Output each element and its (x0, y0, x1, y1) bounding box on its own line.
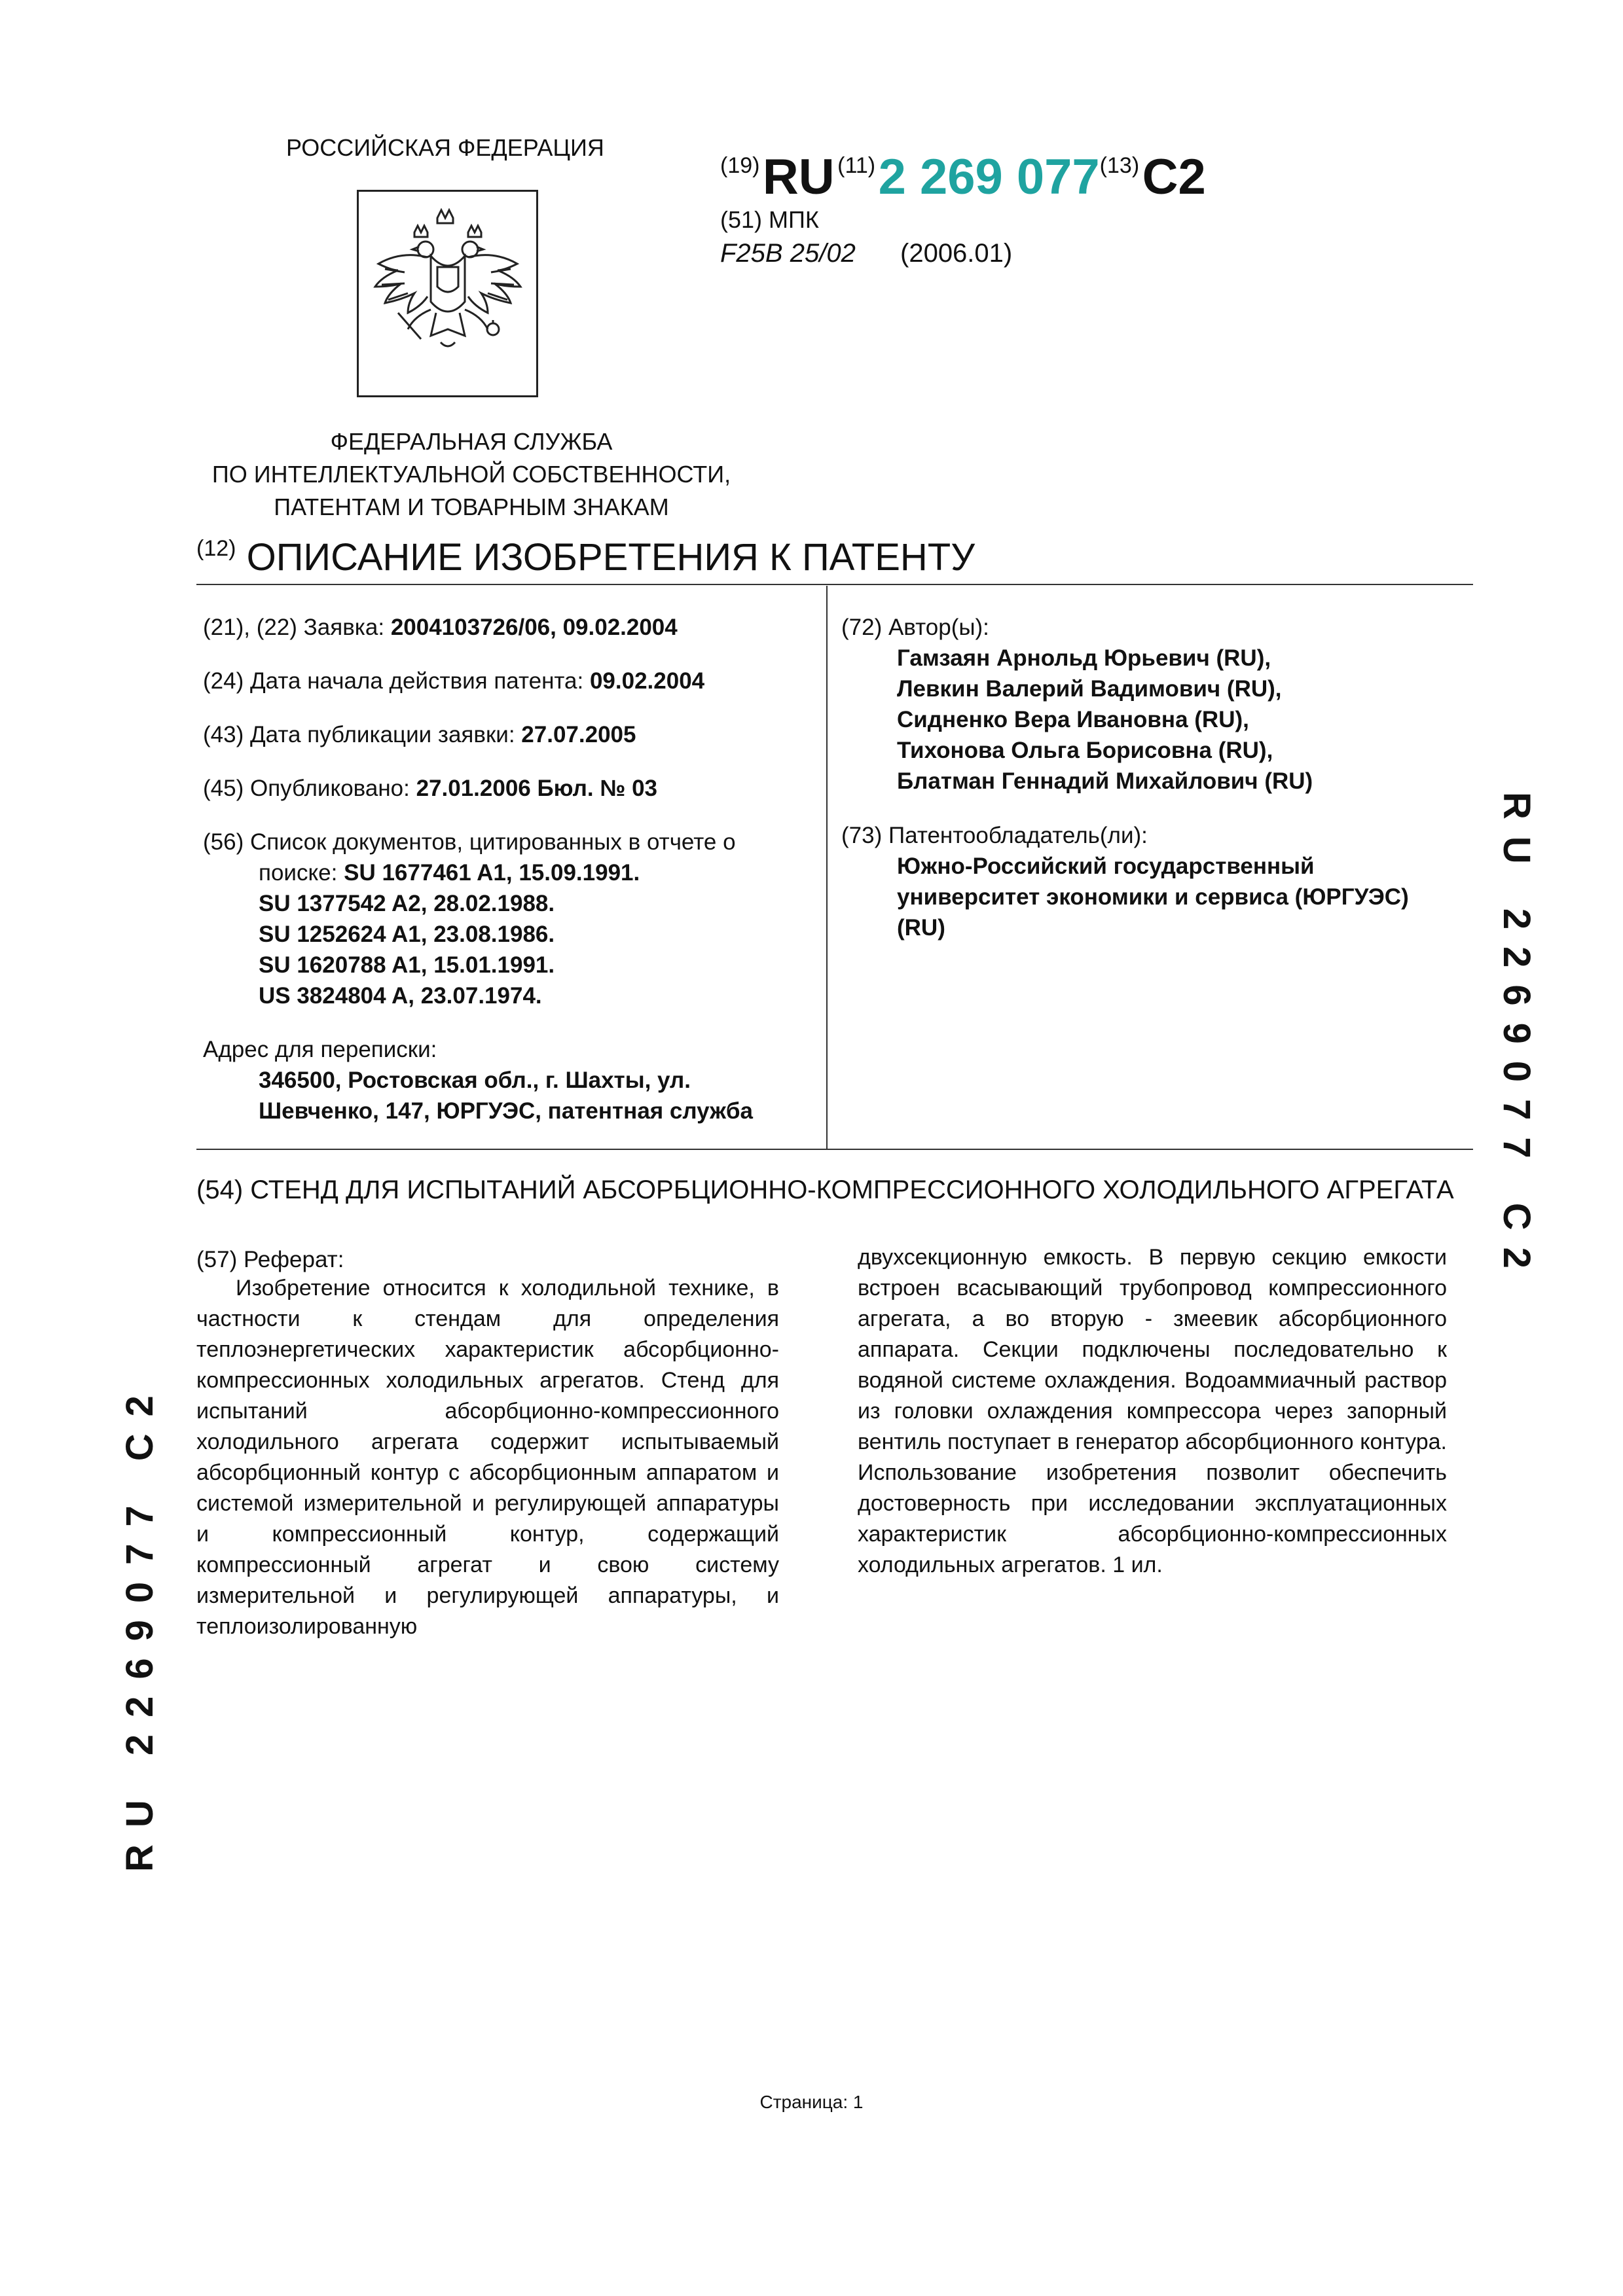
country-code: RU (762, 149, 835, 205)
inid-code-19: (19) (720, 153, 760, 178)
field-label: Адрес для переписки: (203, 1037, 437, 1062)
country-name: РОССИЙСКАЯ ФЕДЕРАЦИЯ (286, 134, 604, 161)
authors (841, 612, 1313, 797)
author-name: Гамзаян Арнольд Юрьевич (RU), (897, 645, 1271, 671)
document-title-text: ОПИСАНИЕ ИЗОБРЕТЕНИЯ К ПАТЕНТУ (246, 536, 976, 579)
cited-doc-line (203, 857, 792, 888)
side-patent-label: RU 2269077 C2 (119, 1378, 161, 1872)
address-line: Шевченко, 147, ЮРГУЭС, патентная служба (259, 1098, 753, 1124)
effective-date-field (203, 666, 704, 696)
mpk-code: F25B 25/02 (720, 239, 856, 268)
double-headed-eagle-icon (359, 192, 536, 395)
abstract-text-left: Изобретение относится к холодильной технике, в частности к стендам для определения теплоэнергетических характеристик абсорбционно-компрессионных холодильных агрегатов. Стенд для испытаний абсорбционно-компрессионного холодильного агрегата содержит испытываемый абсорбционный контур с абсорбционным аппаратом и системой измерительной и регулирующей аппаратуры и компрессионный контур, содержащий компрессионный агрегат и свою систему измерительной и регулирующей аппаратуры, и теплоизолированную (196, 1276, 779, 1639)
holder-line: Южно-Российский государственный (897, 853, 1315, 879)
field-label: (73) Патентообладатель(ли): (841, 823, 1148, 848)
inid-code-11: (11) (837, 153, 876, 178)
holder-line: (RU) (897, 915, 945, 941)
field-label: (72) Автор(ы): (841, 615, 989, 640)
invention-title: (54) СТЕНД ДЛЯ ИСПЫТАНИЙ АБСОРБЦИОННО-КОМПРЕССИОННОГО ХОЛОДИЛЬНОГО АГРЕГАТА (196, 1175, 1454, 1204)
document-title (196, 535, 975, 579)
agency-line: ФЕДЕРАЛЬНАЯ СЛУЖБА (330, 428, 613, 455)
agency-line: ПАТЕНТАМ И ТОВАРНЫМ ЗНАКАМ (274, 493, 669, 520)
correspondence-address (203, 1034, 805, 1126)
divider (196, 1149, 1473, 1150)
mpk-label: (51) МПК (720, 206, 819, 233)
patent-id (720, 134, 1206, 206)
holder-line: университет экономики и сервиса (ЮРГУЭС) (897, 884, 1409, 910)
inid-code-12: (12) (196, 536, 236, 561)
field-label: (24) Дата начала действия патента: (203, 668, 584, 694)
agency-line: ПО ИНТЕЛЛЕКТУАЛЬНОЙ СОБСТВЕННОСТИ, (211, 461, 731, 488)
field-value: 2004103726/06, 09.02.2004 (390, 615, 678, 640)
agency-name (164, 425, 779, 524)
field-label: (43) Дата публикации заявки: (203, 722, 515, 747)
address-line: 346500, Ростовская обл., г. Шахты, ул. (259, 1067, 691, 1093)
author-name: Сидненко Вера Ивановна (RU), (897, 707, 1249, 732)
field-value: 27.07.2005 (521, 722, 636, 747)
author-name: Блатман Геннадий Михайлович (RU) (897, 768, 1313, 794)
field-value: 27.01.2006 Бюл. № 03 (416, 776, 658, 801)
field-label: поиске: (259, 860, 338, 886)
cited-doc: SU 1377542 A2, 28.02.1988. (259, 891, 555, 916)
column-divider (826, 586, 828, 1149)
page-number: Страница: 1 (759, 2092, 864, 2112)
abstract-text-right: двухсекционную емкость. В первую секцию емкости встроен всасывающий трубопровод компрессионного агрегата, а во вторую - змеевик абсорбционного аппарата. Секции подключены последовательно к водяной системе охлаждения. Водоаммиачный раствор из головки охлаждения компрессора через запорный вентиль поступает в генератор абсорбционного контура. Использование изобретения позволит обеспечить достоверность при исследовании эксплуатационных характеристик абсорбционно-компрессионных холодильных агрегатов. 1 ил. (858, 1245, 1447, 1577)
side-patent-label: RU 2269077 C2 (1495, 792, 1538, 1285)
author-name: Тихонова Ольга Борисовна (RU), (897, 738, 1273, 763)
divider (196, 584, 1473, 585)
inid-code-13: (13) (1099, 153, 1140, 178)
mpk-year: (2006.01) (900, 239, 1013, 268)
abstract-label: (57) Реферат: (196, 1247, 344, 1272)
field-label: (21), (22) Заявка: (203, 615, 385, 640)
field-value: 09.02.2004 (589, 668, 705, 694)
field-label: (56) Список документов, цитированных в отчете о (203, 829, 736, 855)
kind-code: C2 (1142, 149, 1206, 205)
author-name: Левкин Валерий Вадимович (RU), (897, 676, 1282, 702)
cited-documents (203, 827, 792, 1011)
cited-doc: SU 1252624 A1, 23.08.1986. (259, 922, 555, 947)
patent-holder (841, 820, 1431, 943)
cited-doc: SU 1620788 A1, 15.01.1991. (259, 952, 555, 978)
cited-doc: SU 1677461 A1, 15.09.1991. (344, 860, 640, 886)
patent-number: 2 269 077 (878, 149, 1100, 205)
published-field (203, 773, 657, 804)
field-label: (45) Опубликовано: (203, 776, 410, 801)
application-publication-field (203, 719, 636, 750)
cited-doc: US 3824804 A, 23.07.1974. (259, 983, 542, 1009)
application-field (203, 612, 678, 643)
coat-of-arms (357, 190, 538, 397)
